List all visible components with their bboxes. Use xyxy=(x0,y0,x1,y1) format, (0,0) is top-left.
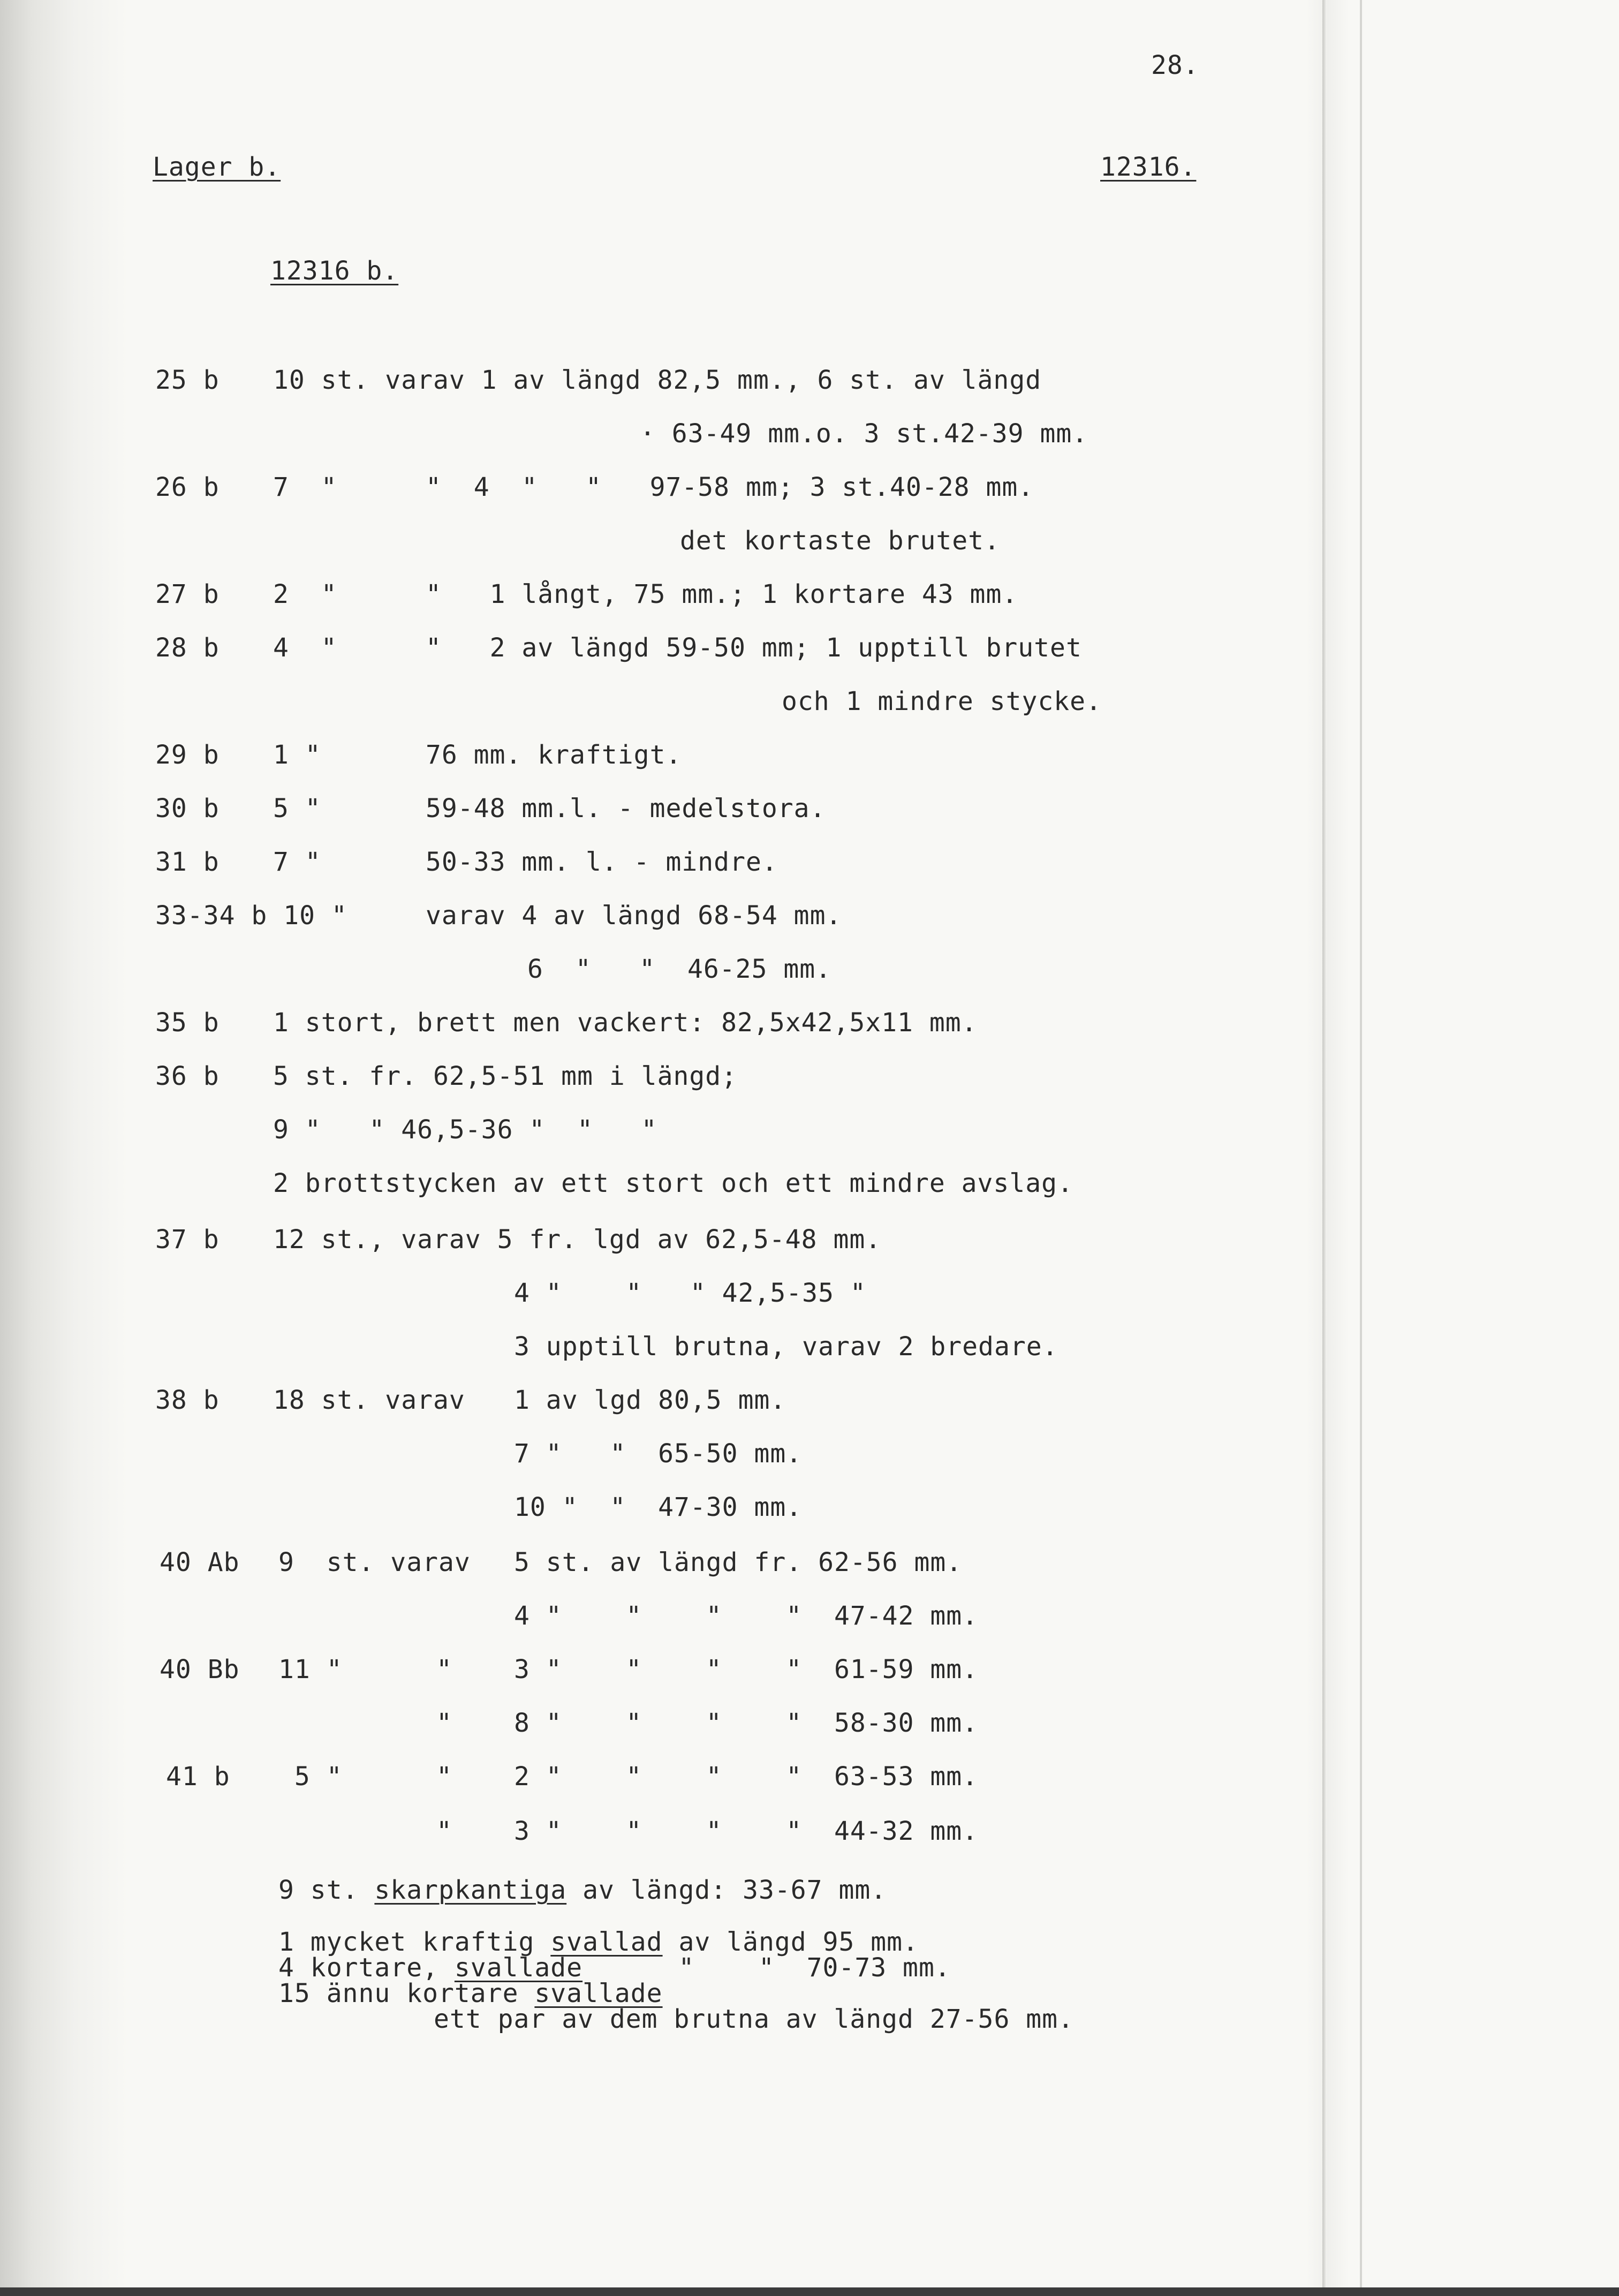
footer-line: ett par av dem brutna av längd 27-56 mm. xyxy=(434,2004,1074,2034)
row-text: 3 " " " " 44-32 mm. xyxy=(514,1816,979,1846)
row-ditto: " xyxy=(436,1708,452,1738)
row-text: och 1 mindre stycke. xyxy=(782,686,1102,716)
row-text: 4 " " " " 47-42 mm. xyxy=(514,1601,979,1631)
row-text: 2 brottstycken av ett stort och ett mindre avslag. xyxy=(273,1168,1073,1198)
section-title: 12316 b. xyxy=(270,256,399,286)
row-count: 11 " xyxy=(278,1655,343,1685)
row-text: 6 " " 46-25 mm. xyxy=(527,954,832,984)
row-text: 76 mm. kraftigt. xyxy=(426,740,682,770)
row-label: 33-34 b 10 " xyxy=(155,901,347,931)
row-label: 31 b xyxy=(155,847,220,877)
footer-text: av längd 95 mm. xyxy=(662,1927,919,1957)
footer-text: " " 70-73 mm. xyxy=(582,1953,951,1983)
row-label: 35 b xyxy=(155,1008,220,1038)
row-count: 9 st. varav xyxy=(278,1547,471,1577)
row-text: 7 " " 65-50 mm. xyxy=(514,1439,803,1469)
row-label: 26 b xyxy=(155,472,220,502)
footer-line xyxy=(278,1874,887,1906)
footer-underlined: svallade xyxy=(454,1953,583,1983)
row-text: 9 " " 46,5-36 " " " xyxy=(273,1115,657,1145)
footer-line xyxy=(278,1955,951,1981)
row-text: 50-33 mm. l. - mindre. xyxy=(426,847,778,877)
row-text: " 1 långt, 75 mm.; 1 kortare 43 mm. xyxy=(426,579,1018,609)
footer-text: 9 st. xyxy=(278,1875,375,1905)
page-edge xyxy=(1322,0,1326,2296)
row-label: 40 Ab xyxy=(160,1547,240,1577)
footer-underlined: svallad xyxy=(550,1927,663,1957)
row-count: 7 " xyxy=(273,847,321,877)
row-label: 25 b xyxy=(155,365,220,395)
row-count: 4 " xyxy=(273,633,337,663)
row-count: 7 " xyxy=(273,472,337,502)
footer-underlined: skarpkantiga xyxy=(374,1875,567,1905)
row-text: 59-48 mm.l. - medelstora. xyxy=(426,794,826,824)
row-label: 38 b xyxy=(155,1385,220,1415)
row-text: 10 " " 47-30 mm. xyxy=(514,1492,803,1522)
row-text: 5 st. av längd fr. 62-56 mm. xyxy=(514,1547,963,1577)
row-text: 8 " " " " 58-30 mm. xyxy=(514,1708,979,1738)
row-label: 27 b xyxy=(155,579,220,609)
row-ditto: " xyxy=(436,1655,452,1685)
row-text: 5 st. fr. 62,5-51 mm i längd; xyxy=(273,1061,738,1091)
scan-border xyxy=(0,2287,1619,2296)
row-label: 28 b xyxy=(155,633,220,663)
row-text: " 2 av längd 59-50 mm; 1 upptill brutet xyxy=(426,633,1082,663)
row-text: 3 upptill brutna, varav 2 bredare. xyxy=(514,1332,1058,1362)
footer-text: 15 ännu kortare xyxy=(278,1978,535,2008)
row-label: 40 Bb xyxy=(160,1655,240,1685)
row-text: 3 " " " " 61-59 mm. xyxy=(514,1655,979,1685)
row-ditto: " xyxy=(436,1816,452,1846)
row-text: 10 st. varav 1 av längd 82,5 mm., 6 st. av längd xyxy=(273,365,1042,395)
footer-text: 4 kortare, xyxy=(278,1953,455,1983)
page-number: 28. xyxy=(1151,50,1199,80)
footer-underlined: svallade xyxy=(534,1978,663,2008)
header-right: 12316. xyxy=(1100,152,1197,182)
row-count: 18 st. varav xyxy=(273,1385,465,1415)
row-label: 37 b xyxy=(155,1225,220,1255)
row-text: 2 " " " " 63-53 mm. xyxy=(514,1762,979,1792)
row-text: 1 av lgd 80,5 mm. xyxy=(514,1385,786,1415)
row-text: 1 stort, brett men vackert: 82,5x42,5x11 mm. xyxy=(273,1008,978,1038)
row-text: det kortaste brutet. xyxy=(680,526,1000,556)
row-label: 29 b xyxy=(155,740,220,770)
row-text: varav 4 av längd 68-54 mm. xyxy=(426,901,842,931)
footer-line xyxy=(278,1929,919,1955)
row-label: 36 b xyxy=(155,1061,220,1091)
footer-text: av längd: 33-67 mm. xyxy=(566,1875,887,1905)
row-label: 30 b xyxy=(155,794,220,824)
footer-line xyxy=(278,1978,663,2008)
header-left: Lager b. xyxy=(153,152,281,182)
row-text: 12 st., varav 5 fr. lgd av 62,5-48 mm. xyxy=(273,1225,882,1255)
row-count: 5 " xyxy=(278,1762,343,1792)
row-text: 4 " " " 42,5-35 " xyxy=(514,1278,866,1308)
row-ditto: " xyxy=(436,1762,452,1792)
footer-text: 1 mycket kraftig xyxy=(278,1927,551,1957)
row-text: " 4 " " 97-58 mm; 3 st.40-28 mm. xyxy=(426,472,1034,502)
row-count: 1 " xyxy=(273,740,321,770)
row-count: 5 " xyxy=(273,794,321,824)
row-text: · 63-49 mm.o. 3 st.42-39 mm. xyxy=(640,419,1088,449)
row-label: 41 b xyxy=(166,1762,230,1792)
row-count: 2 " xyxy=(273,579,337,609)
page-edge xyxy=(1360,0,1362,2296)
